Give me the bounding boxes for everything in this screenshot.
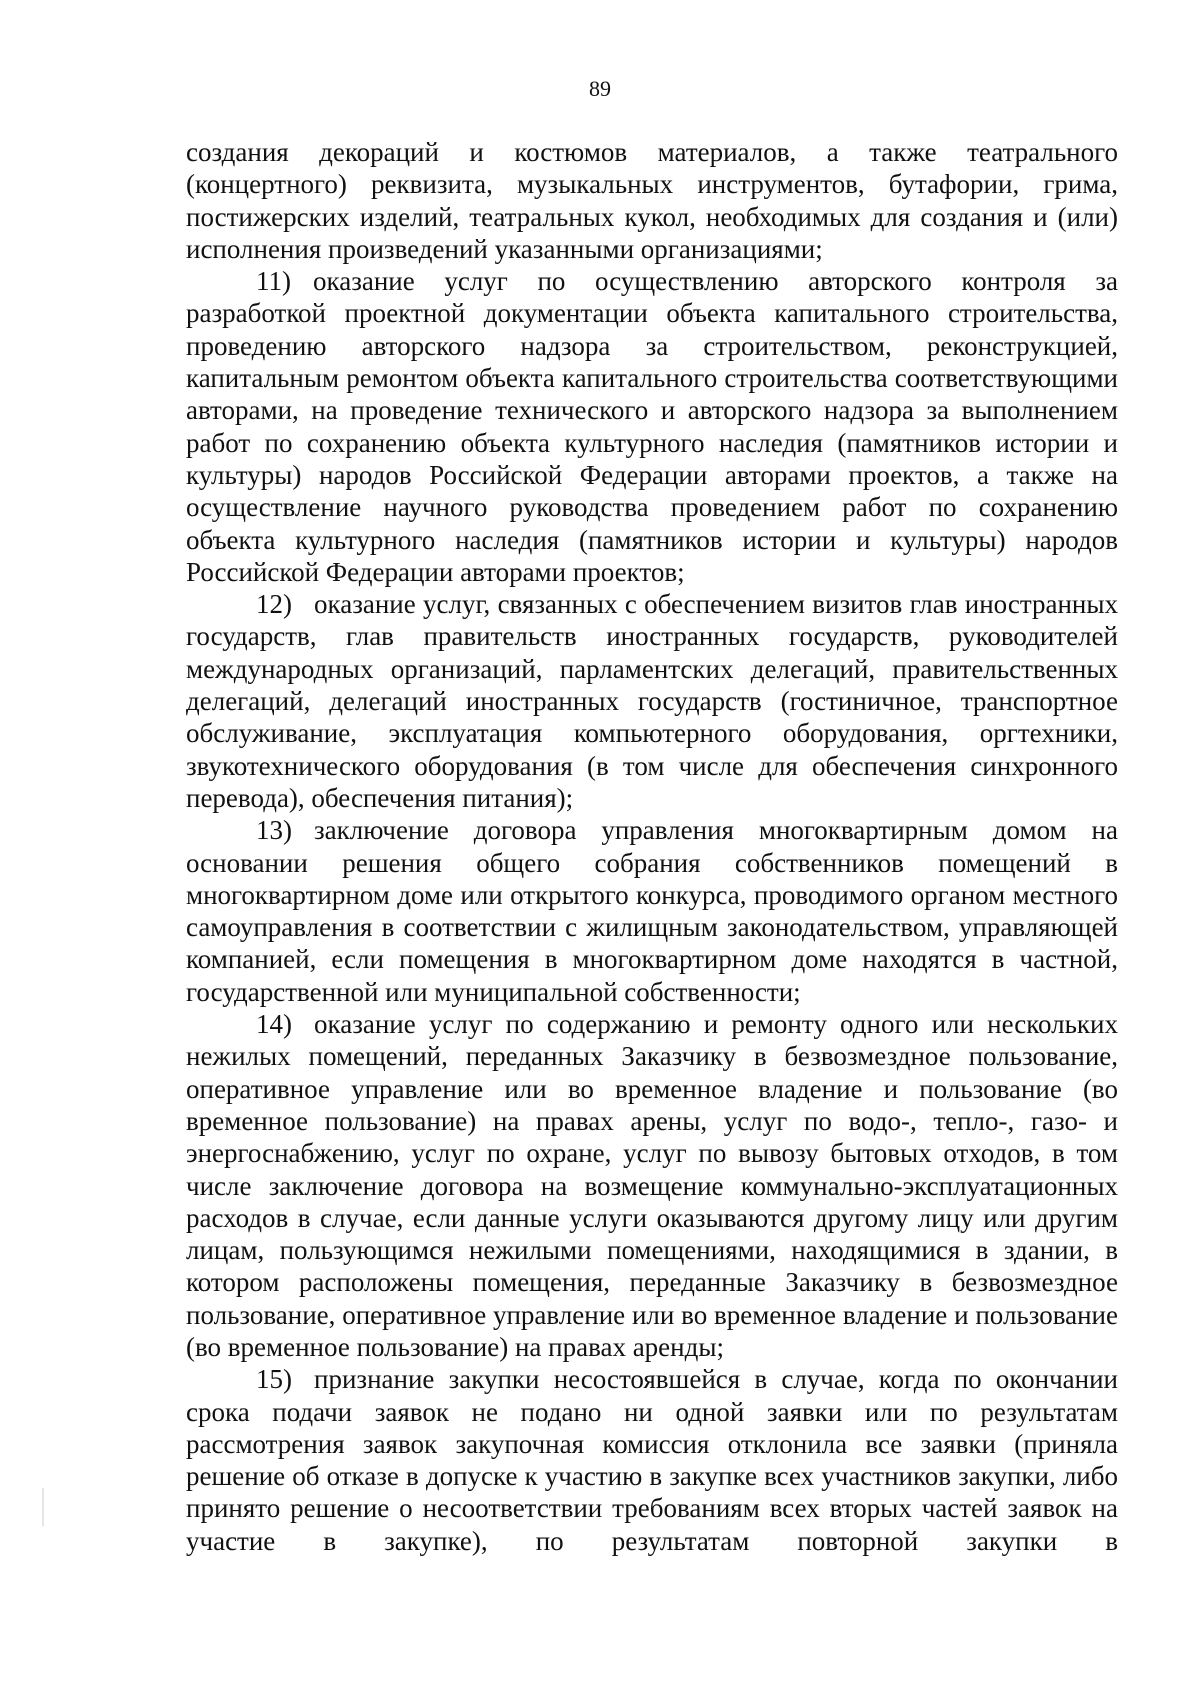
list-item-number: 13) xyxy=(256,815,292,846)
list-item-number: 11) xyxy=(256,266,291,297)
list-item-text: признание закупки несостоявшейся в случае, когда по окончании срока подачи заявок не подано ни одной заявки или по результатам рассмотрения заявок закупочная комиссия отклонила все заявки (приняла решение об отказе в допуске к участию в закупке всех участников закупки, либо принято решение о несоответствии требованиям всех вторых частей заявок на участие в закупке), по результатам повторной закупки в xyxy=(186,1364,1118,1556)
list-item-number: 14) xyxy=(256,1009,292,1040)
list-item-11 xyxy=(186,265,1118,588)
document-body xyxy=(186,136,1118,1557)
list-item-13 xyxy=(186,814,1118,1008)
list-item-number: 15) xyxy=(256,1364,292,1395)
page-number: 89 xyxy=(589,76,611,101)
list-item-12 xyxy=(186,588,1118,814)
paragraph-text: создания декораций и костюмов материалов, а также театрального (концертного) реквизита, музыкальных инструментов, бутафории, грима, постижерских изделий, театральных кукол, необходимых для создания и (или) исполнения произведений указанными организациями; xyxy=(186,137,1118,264)
paragraph-continuation xyxy=(186,136,1118,265)
list-item-15 xyxy=(186,1363,1118,1557)
list-item-text: оказание услуг, связанных с обеспечением визитов глав иностранных государств, глав правительств иностранных государств, руководителей международных организаций, парламентских делегаций, правительственных делегаций, делегаций иностранных государств (гостиничное, транспортное обслуживание, эксплуатация компьютерного оборудования, оргтехники, звукотехнического оборудования (в том числе для обеспечения синхронного перевода), обеспечения питания); xyxy=(186,589,1118,813)
list-item-number: 12) xyxy=(256,589,292,620)
list-item-text: заключение договора управления многоквартирным домом на основании решения общего собрания собственников помещений в многоквартирном доме или открытого конкурса, проводимого органом местного самоуправления в соответствии с жилищным законодательством, управляющей компанией, если помещения в многоквартирном доме находятся в частной, государственной или муниципальной собственности; xyxy=(186,815,1118,1007)
list-item-14 xyxy=(186,1008,1118,1363)
list-item-text: оказание услуг по осуществлению авторского контроля за разработкой проектной документации объекта капитального строительства, проведению авторского надзора за строительством, реконструкцией, капитальным ремонтом объекта капитального строительства соответствующими авторами, на проведение технического и авторского надзора за выполнением работ по сохранению объекта культурного наследия (памятников истории и культуры) народов Российской Федерации авторами проектов, а также на осуществление научного руководства проведением работ по сохранению объекта культурного наследия (памятников истории и культуры) народов Российской Федерации авторами проектов; xyxy=(186,266,1118,587)
scan-edge-mark xyxy=(42,1488,44,1526)
list-item-text: оказание услуг по содержанию и ремонту одного или нескольких нежилых помещений, переданных Заказчику в безвозмездное пользование, оперативное управление или во временное владение и пользование (во временное пользование) на правах арены, услуг по водо-, тепло-, газо- и энергоснабжению, услуг по охране, услуг по вывозу бытовых отходов, в том числе заключение договора на возмещение коммунально-эксплуатационных расходов в случае, если данные услуги оказываются другому лицу или другим лицам, пользующимся нежилыми помещениями, находящимися в здании, в котором расположены помещения, переданные Заказчику в безвозмездное пользование, оперативное управление или во временное владение и пользование (во временное пользование) на правах аренды; xyxy=(186,1009,1118,1362)
